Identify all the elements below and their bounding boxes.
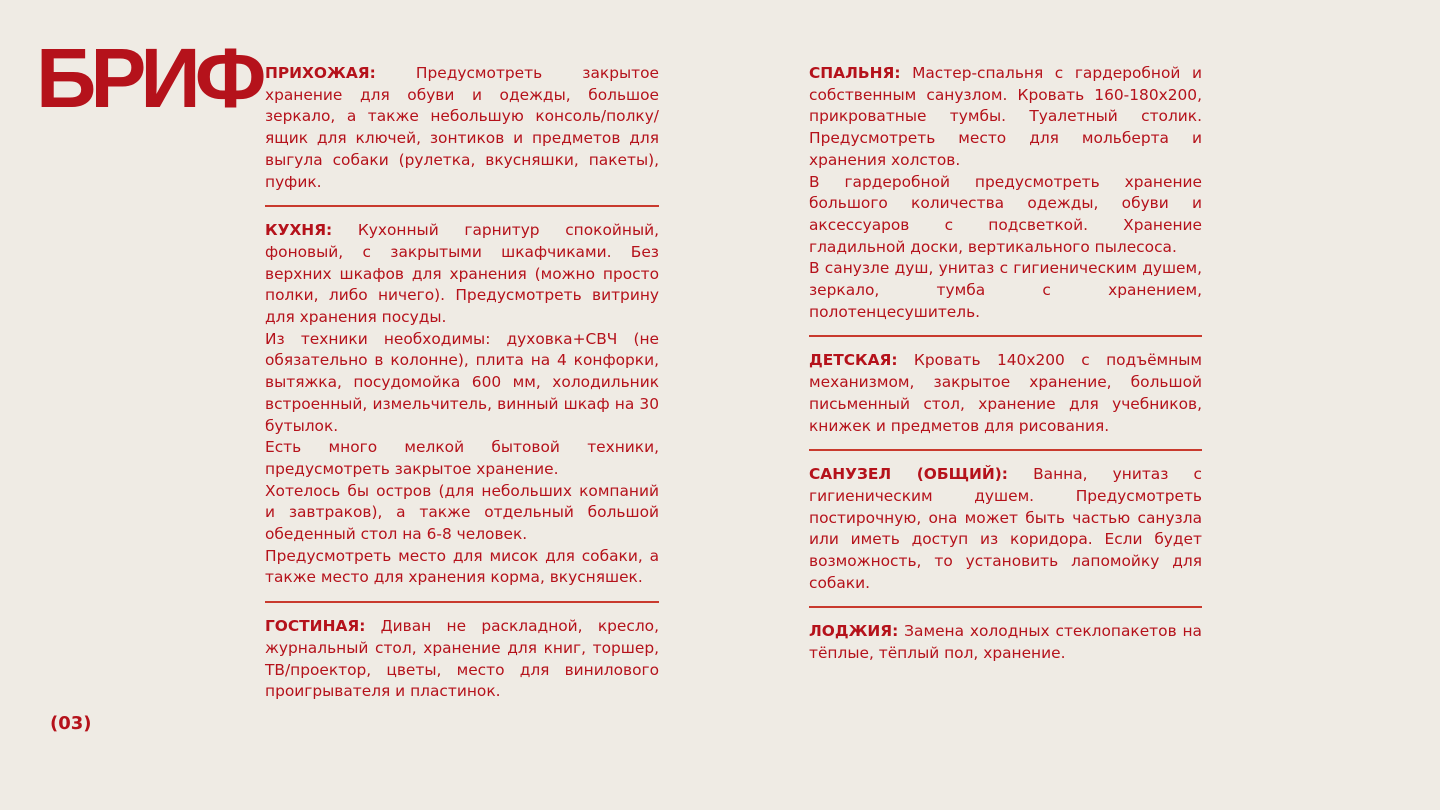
section-paragraph: [265, 63, 659, 193]
section-heading: ПРИХОЖАЯ:: [265, 64, 376, 82]
section-text: Кровать 140х200 с подъёмным механизмом, закрытое хранение, большой письменный стол, хранение для учебников, книжек и предметов для рисования.: [809, 351, 1202, 435]
section-paragraph: Предусмотреть место для мисок для собаки, а также место для хранения корма, вкусняшек.: [265, 546, 659, 587]
section-text: Диван не раскладной, кресло, журнальный стол, хранение для книг, торшер, ТВ/проектор, цветы, место для винилового проигрывателя и пластинок.: [265, 617, 659, 701]
left-column: [265, 63, 659, 703]
section-kids-room: [809, 350, 1202, 437]
section-kitchen: [265, 220, 659, 589]
section-heading: ДЕТСКАЯ:: [809, 351, 898, 370]
divider: [265, 205, 659, 207]
section-text: Ванна, унитаз с гигиеническим душем. Предусмотреть постирочную, она может быть частью санузла или иметь доступ из коридора. Если будет возможность, то установить лапомойку для собаки.: [809, 465, 1202, 592]
divider: [809, 335, 1202, 337]
section-heading: КУХНЯ:: [265, 221, 333, 240]
section-paragraph: [809, 621, 1202, 664]
divider: [265, 601, 659, 603]
divider: [809, 449, 1202, 451]
page-title: БРИФ: [36, 31, 261, 125]
section-paragraph: [809, 63, 1202, 172]
section-living-room: [265, 616, 659, 703]
section-paragraph: [265, 220, 659, 329]
page-number: (03): [50, 713, 92, 734]
section-paragraph: В гардеробной предусмотреть хранение большого количества одежды, обуви и аксессуаров с подсветкой. Хранение гладильной доски, вертикального пылесоса.: [809, 172, 1202, 256]
section-heading: ГОСТИНАЯ:: [265, 617, 366, 636]
section-heading: САНУЗЕЛ (ОБЩИЙ):: [809, 465, 1008, 484]
section-paragraph: [265, 616, 659, 703]
section-bedroom: [809, 63, 1202, 323]
section-paragraph: [809, 350, 1202, 437]
section-paragraph: В санузле душ, унитаз с гигиеническим душем, зеркало, тумба с хранением, полотенцесушитель.: [809, 259, 1202, 321]
right-column: [809, 63, 1202, 665]
section-paragraph: Есть много мелкой бытовой техники, предусмотреть закрытое хранение.: [265, 438, 659, 478]
section-bathroom: [809, 464, 1202, 594]
section-loggia: [809, 621, 1202, 664]
section-paragraph: [809, 464, 1202, 594]
section-hallway: [265, 63, 659, 193]
divider: [809, 606, 1202, 608]
section-text: Предусмотреть закрытое хранение для обуви и одежды, большое зеркало, а также небольшую консоль/полку/ящик для ключей, зонтиков и предметов для выгула собаки (рулетка, вкусняшки, пакеты), пуфик.: [265, 64, 659, 191]
section-text: Замена холодных стеклопакетов на тёплые, тёплый пол, хранение.: [809, 622, 1202, 663]
section-heading: ЛОДЖИЯ:: [809, 622, 899, 641]
section-text: Мастер-спальня с гардеробной и собственным санузлом. Кровать 160-180х200, прикроватные тумбы. Туалетный столик. Предусмотреть место для мольберта и хранения холстов.: [809, 64, 1202, 169]
section-heading: СПАЛЬНЯ:: [809, 64, 901, 82]
section-paragraph: Хотелось бы остров (для небольших компаний и завтраков), а также отдельный большой обеденный стол на 6-8 человек.: [265, 481, 659, 544]
section-text: Кухонный гарнитур спокойный, фоновый, с закрытыми шкафчиками. Без верхних шкафов для хранения (можно просто полки, либо ничего). Предусмотреть витрину для хранения посуды.: [265, 221, 659, 327]
section-paragraph: Из техники необходимы: духовка+СВЧ (не обязательно в колонне), плита на 4 конфорки, вытяжка, посудомойка 600 мм, холодильник встроенный, измельчитель, винный шкаф на 30 бутылок.: [265, 329, 659, 435]
